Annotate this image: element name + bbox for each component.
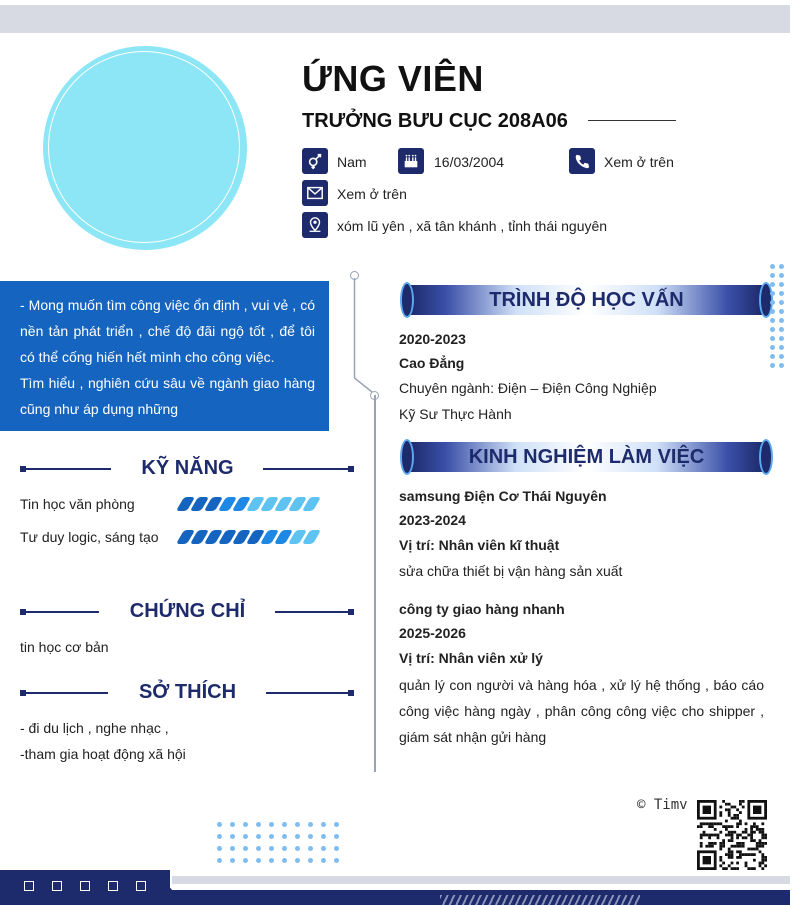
- decor-dot: [334, 822, 339, 827]
- decor-dot: [308, 858, 313, 863]
- decor-dot: [321, 846, 326, 851]
- education-school: Cao Đẳng: [399, 355, 465, 371]
- decor-dot: [770, 282, 775, 287]
- cake-icon: [398, 148, 424, 174]
- experience-title: KINH NGHIỆM LÀM VIỆC: [468, 446, 705, 468]
- decor-dot: [243, 834, 248, 839]
- decor-dot: [230, 858, 235, 863]
- job-2-description: quản lý con người và hàng hóa , xử lý hệ thống , báo cáo công việc hàng ngày , phân công công việc cho shipper , giám sát nhận gửi hàng: [399, 677, 764, 745]
- decor-dot: [230, 846, 235, 851]
- qr-code[interactable]: [697, 800, 767, 870]
- gender-icon: [302, 148, 328, 174]
- footer-square-5: [136, 881, 146, 891]
- decor-dot: [770, 300, 775, 305]
- hobby-item-1: - đi du lịch , nghe nhạc ,: [20, 720, 169, 736]
- decor-dot: [770, 291, 775, 296]
- decor-dot: [779, 318, 784, 323]
- skill-name-1: Tin học văn phòng: [20, 496, 135, 512]
- objective-text-1: - Mong muốn tìm công việc ổn định , vui vẻ , có nền tản phát triển , chế độ đãi ngộ tốt , để tôi có thể cống hiến hết mình cho công việc.: [20, 297, 315, 365]
- hobby-item-2: -tham gia hoạt động xã hội: [20, 746, 186, 762]
- decor-dot: [779, 282, 784, 287]
- decor-dot: [779, 345, 784, 350]
- decor-dot: [243, 846, 248, 851]
- skill-bar-1: [180, 497, 317, 511]
- decor-dot: [256, 822, 261, 827]
- job-2-position: Vị trí: Nhân viên xử lý: [399, 650, 543, 666]
- decor-dot: [334, 858, 339, 863]
- education-major: Chuyên ngành: Điện – Điện Công Nghiệp: [399, 380, 657, 396]
- decor-dot: [779, 300, 784, 305]
- skills-header: [20, 457, 355, 481]
- decor-dot: [770, 318, 775, 323]
- birthday-value: 16/03/2004: [434, 154, 505, 170]
- title-divider: [588, 120, 676, 121]
- experience-banner: [400, 439, 773, 475]
- phone-value[interactable]: Xem ở trên: [604, 154, 674, 170]
- decor-dot: [295, 822, 300, 827]
- decor-dot: [217, 858, 222, 863]
- decor-dot: [269, 834, 274, 839]
- decor-dot: [770, 336, 775, 341]
- objective-text-2: Tìm hiểu , nghiên cứu sâu về ngành giao hàng cũng như áp dụng những: [20, 375, 315, 417]
- decor-dot: [321, 858, 326, 863]
- decor-dot: [217, 846, 222, 851]
- address-value: xóm lũ yên , xã tân khánh , tỉnh thái nguyên: [337, 218, 608, 234]
- decor-dot: [295, 858, 300, 863]
- decor-dot: [321, 834, 326, 839]
- decor-dot: [282, 822, 287, 827]
- decor-dot: [308, 822, 313, 827]
- job-1-description: sửa chữa thiết bị vận hàng sản xuất: [399, 563, 623, 579]
- decor-dot: [770, 273, 775, 278]
- footer-square-1: [24, 881, 34, 891]
- footer-square-3: [80, 881, 90, 891]
- education-title: TRÌNH ĐỘ HỌC VẤN: [489, 289, 684, 311]
- decor-dot: [243, 822, 248, 827]
- skill-bar-2: [180, 530, 317, 544]
- decor-dot: [770, 264, 775, 269]
- decor-dot: [770, 354, 775, 359]
- footer-light-band: [172, 876, 790, 884]
- decor-dot: [269, 846, 274, 851]
- decor-dot: [230, 822, 235, 827]
- footer-band: [0, 890, 790, 905]
- decor-dot: [217, 834, 222, 839]
- job-1-position: Vị trí: Nhân viên kĩ thuật: [399, 537, 560, 553]
- decor-dot: [770, 309, 775, 314]
- decor-dot: [779, 327, 784, 332]
- footer-tab-slope: [150, 870, 174, 892]
- certificates-title: CHỨNG CHỈ: [129, 600, 246, 622]
- job-title: TRƯỞNG BƯU CỤC 208A06: [302, 110, 568, 132]
- education-period: 2020-2023: [399, 331, 466, 347]
- decor-dot: [243, 858, 248, 863]
- decor-dot: [295, 834, 300, 839]
- skills-title: KỸ NĂNG: [141, 457, 234, 479]
- job-2-period: 2025-2026: [399, 625, 466, 641]
- candidate-name: ỨNG VIÊN: [302, 58, 484, 99]
- email-value[interactable]: Xem ở trên: [337, 186, 407, 202]
- certificates-header: [20, 600, 355, 624]
- decor-dot: [256, 858, 261, 863]
- decor-dot: [779, 264, 784, 269]
- timeline-connector: [350, 278, 380, 398]
- decor-dot: [269, 858, 274, 863]
- decor-dot: [334, 846, 339, 851]
- decor-dot: [779, 291, 784, 296]
- education-banner: [400, 282, 773, 318]
- decor-dot: [321, 822, 326, 827]
- timeline-line: [374, 395, 376, 772]
- decor-dot: [308, 846, 313, 851]
- decor-dot: [295, 846, 300, 851]
- certificate-item: tin học cơ bản: [20, 639, 109, 655]
- avatar[interactable]: [44, 47, 246, 249]
- job-1-period: 2023-2024: [399, 512, 466, 528]
- career-objective: [0, 281, 329, 431]
- decor-dot: [256, 846, 261, 851]
- envelope-icon: [302, 180, 328, 206]
- education-degree: Kỹ Sư Thực Hành: [399, 406, 512, 422]
- decor-dot: [334, 834, 339, 839]
- decor-dot: [779, 336, 784, 341]
- skill-name-2: Tư duy logic, sáng tạo: [20, 529, 159, 545]
- phone-icon: [569, 148, 595, 174]
- hobbies-header: [20, 681, 355, 705]
- gender-value: Nam: [337, 154, 367, 170]
- decor-dot: [230, 834, 235, 839]
- decor-dot: [770, 345, 775, 350]
- job-2-company: công ty giao hàng nhanh: [399, 601, 565, 617]
- job-1-company: samsung Điện Cơ Thái Nguyên: [399, 488, 607, 504]
- location-pin-icon: [302, 212, 328, 238]
- decor-dot: [282, 834, 287, 839]
- decor-dot: [269, 822, 274, 827]
- footer-stripes: [440, 895, 640, 905]
- decor-dot: [779, 363, 784, 368]
- hobbies-title: SỞ THÍCH: [138, 681, 237, 703]
- decor-dot: [308, 834, 313, 839]
- decor-dot: [217, 822, 222, 827]
- decor-dot: [779, 273, 784, 278]
- decor-dot: [779, 309, 784, 314]
- decor-dot: [770, 363, 775, 368]
- dots-decoration-right: [770, 264, 784, 368]
- footer-square-4: [108, 881, 118, 891]
- header-band: [0, 5, 790, 33]
- decor-dot: [256, 834, 261, 839]
- decor-dot: [770, 327, 775, 332]
- footer-square-2: [52, 881, 62, 891]
- decor-dot: [282, 846, 287, 851]
- decor-dot: [282, 858, 287, 863]
- dots-decoration-bottom: [217, 822, 339, 863]
- decor-dot: [779, 354, 784, 359]
- credit-text: © Timv: [637, 797, 688, 813]
